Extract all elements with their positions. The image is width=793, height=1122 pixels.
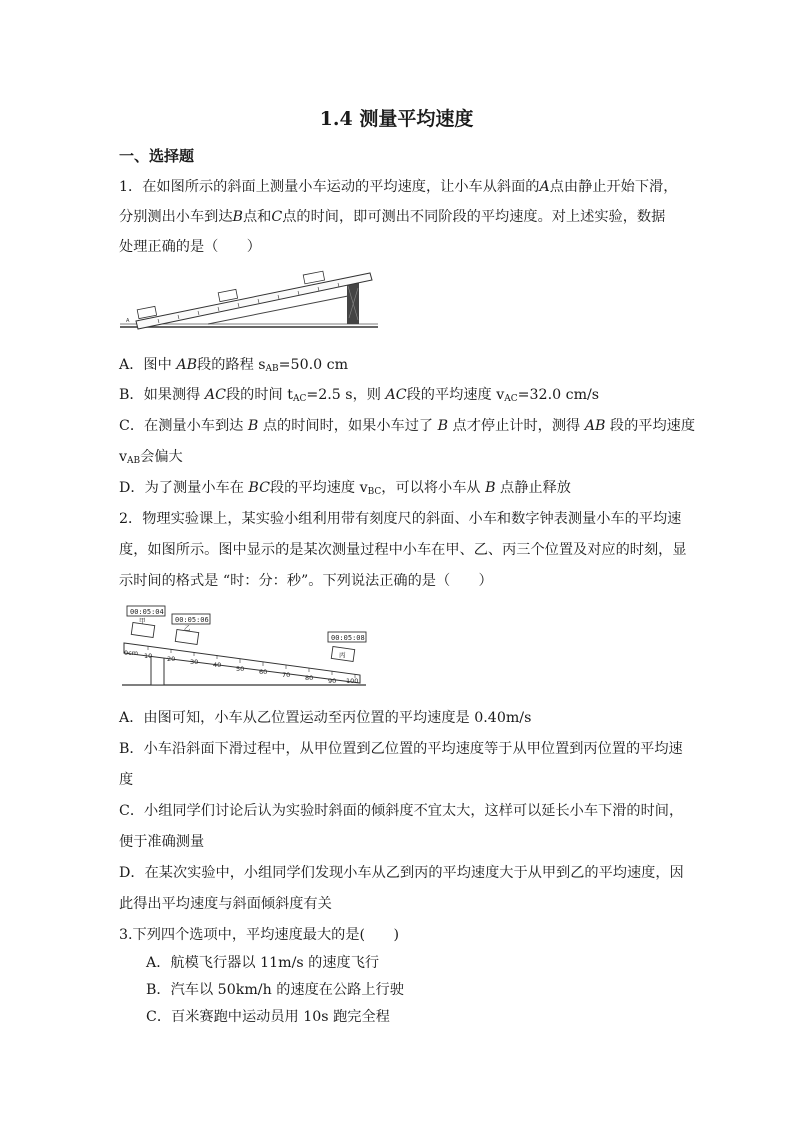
q2-option-c: C．小组同学们讨论后认为实验时斜面的倾斜度不宜太大，这样可以延长小车下滑的时间， (119, 803, 684, 819)
svg-text:A: A (126, 318, 130, 324)
tick-label: 100 (346, 677, 359, 685)
q2-option-d: D．在某次实验中，小组同学们发现小车从乙到丙的平均速度大于从甲到乙的平均速度，因 (119, 865, 684, 881)
incline-figure (118, 268, 380, 336)
tick-label: 80 (305, 674, 314, 682)
q3-stem: 3.下列四个选项中，平均速度最大的是( ) (119, 927, 399, 943)
q3-option-c: C．百米赛跑中运动员用 10s 跑完全程 (146, 1009, 390, 1025)
q2-stem-line-2: 度，如图所示。图中显示的是某次测量过程中小车在甲、乙、丙三个位置及对应的时刻，显 (119, 542, 687, 558)
q2-stem-line-3: 示时间的格式是 “时：分：秒”。下列说法正确的是（ ） (119, 573, 493, 589)
section-heading: 一、选择题 (119, 147, 195, 165)
q2-option-b-cont: 度 (119, 772, 134, 788)
tick-label: 10 (144, 652, 153, 660)
cart-b (218, 289, 237, 301)
q1-option-c-cont: $v_{AB}$会偏大 (119, 449, 183, 466)
q2-option-c-cont: 便于准确测量 (119, 834, 205, 850)
q1-stem-line-1: 1．在如图所示的斜面上测量小车运动的平均速度，让小车从斜面的A点由静止开始下滑， (119, 179, 678, 195)
tick-label: 30 (190, 658, 199, 666)
q1-stem-line-2: 分别测出小车到达B点和C点的时间，即可测出不同阶段的平均速度。对上述实验，数据 (119, 209, 666, 225)
q3-option-a: A．航模飞行器以 11m/s 的速度飞行 (146, 955, 380, 971)
clock-incline-figure (118, 603, 370, 691)
tick-label: 20 (167, 655, 176, 663)
cart-c (303, 271, 324, 284)
clock-yi-time: 00:05:06 (175, 616, 209, 624)
q1-option-d: D．为了测量小车在 BC段的平均速度 $v_{BC}$，可以将小车从 B 点静止释放 (119, 480, 571, 497)
cart-a (137, 306, 156, 318)
q3-option-b: B．汽车以 50km/h 的速度在公路上行驶 (146, 982, 404, 998)
q2-stem-line-1: 2．物理实验课上，某实验小组利用带有刻度尺的斜面、小车和数字钟表测量小车的平均速 (119, 511, 682, 527)
cart-yi-label: 乙 (184, 624, 191, 632)
q1-stem-line-3: 处理正确的是（ ） (119, 239, 261, 255)
cart-jia-label: 甲 (139, 617, 146, 625)
q2-option-d-cont: 此得出平均速度与斜面倾斜度有关 (119, 896, 332, 912)
q1-option-b: B．如果测得 AC段的时间 $t_{AC}=2.5$ s，则 AC段的平均速度 $v_{AC}=32.0$ cm/s (119, 387, 600, 404)
clock-bing-time: 00:05:08 (331, 634, 365, 642)
tick-label: 90 (328, 677, 337, 685)
ruler-board (136, 273, 372, 329)
tick-label: 40 (213, 661, 222, 669)
tick-label: 70 (282, 671, 291, 679)
tick-label: 60 (259, 668, 268, 676)
q2-option-a: A．由图可知，小车从乙位置运动至丙位置的平均速度是 0.40m/s (119, 710, 532, 726)
q1-option-c: C．在测量小车到达 B 点的时间时，如果小车过了 B 点才停止计时，测得 AB 段的平均速度 (119, 418, 696, 434)
cart-bing-label: 丙 (339, 651, 346, 659)
q1-option-a: A．图中 AB段的路程 $s_{AB}=50.0$ cm (119, 357, 349, 374)
q2-option-b: B．小车沿斜面下滑过程中，从甲位置到乙位置的平均速度等于从甲位置到丙位置的平均速 (119, 741, 683, 757)
tick-label: 0cm (124, 649, 139, 657)
tick-label: 50 (236, 665, 245, 673)
page-title: 1.4 测量平均速度 (319, 108, 474, 130)
clock-jia-time: 00:05:04 (130, 608, 164, 616)
